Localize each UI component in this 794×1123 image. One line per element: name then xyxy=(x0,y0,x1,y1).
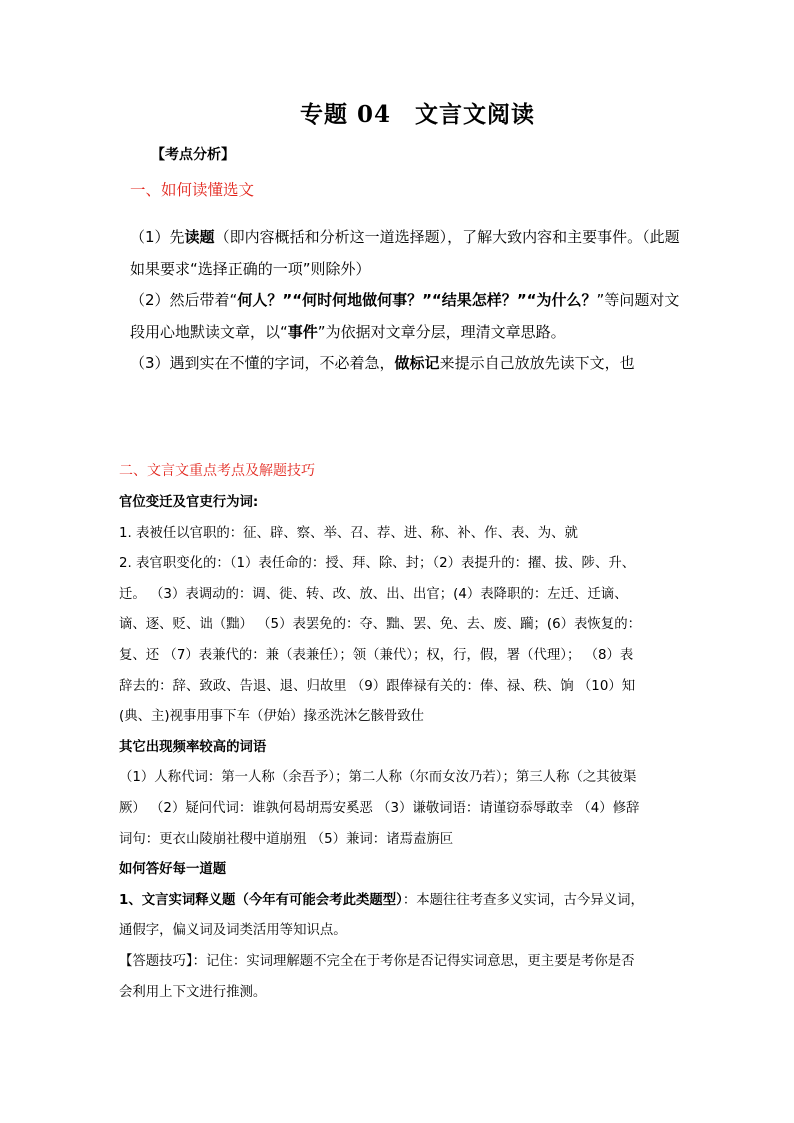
tip-label: 【答题技巧】 xyxy=(119,953,193,969)
bold-run: 何时何地做何事？ xyxy=(302,291,423,309)
paragraph-3 xyxy=(130,348,680,380)
question-1-line xyxy=(119,886,694,917)
text-line: （1）人称代词：第一人称（余吾予）；第二人称（尔而女汝乃若）；第三人称（之其彼渠 xyxy=(119,770,637,786)
text-line: (典、主)视事用事下车（伊始）掾丞洗沐乞骸骨致仕 xyxy=(119,709,425,725)
text-line: 辞去的：辞、致政、告退、退、归故里 （9）跟俸禄有关的：俸、禄、秩、饷 （10）知 xyxy=(119,678,636,694)
bold-run: 结果怎样？ xyxy=(441,291,517,309)
text-line: 谪、逐、贬、诎（黜） （5）表罢免的：夺、黜、罢、免、去、废、躏；(6）表恢复的： xyxy=(119,617,641,633)
text-run: ”为依据对文章分层，理清文章思路。 xyxy=(317,322,566,341)
section2-heading: 二、文言文重点考点及解题技巧 xyxy=(119,463,315,479)
text-line: 通假字，偏义词及词类活用等知识点。 xyxy=(119,923,347,939)
text-line: 迁。 （3）表调动的：调、徙、转、改、放、出、出官；(4）表降职的：左迁、迁谪、 xyxy=(119,586,628,602)
section-label: 【考点分析】 xyxy=(151,147,235,163)
text-line: 会利用上下文进行推测。 xyxy=(119,984,267,1000)
text-run: ：本题往往考查多义实词，古今异义词， xyxy=(402,892,644,908)
subheading-frequent-words: 其它出现频率较高的词语 xyxy=(119,739,267,755)
text-run: （2）然后带着“ xyxy=(130,291,238,309)
text-line: 复、还 （7）表兼代的：兼（表兼任）；领（兼代）；权，行，假，署（代理）； （8）表 xyxy=(119,647,634,663)
tip-line xyxy=(119,947,694,978)
subheading-answer-tips: 如何答好每一道题 xyxy=(119,862,227,878)
bold-run: 读题 xyxy=(184,228,215,246)
section1-heading: 一、如何读懂选文 xyxy=(130,181,255,199)
text-line: 2. 表官职变化的：（1）表任命的：授、拜、除、封；（2）表提升的：擢、拔、陟、升、 xyxy=(119,556,636,572)
section1-body xyxy=(130,222,680,380)
text-run: （1）先 xyxy=(130,228,185,246)
text-line: 1. 表被任以官职的：征、辟、察、举、召、荐、进、称、补、作、表、为、就 xyxy=(119,525,578,541)
bold-run: 事件 xyxy=(287,322,318,341)
section2-body xyxy=(119,488,694,1008)
text-run: ”等问题对文段用心地默读文章，以“ xyxy=(130,291,680,341)
bold-run: 为什么？ xyxy=(536,291,597,309)
text-run: ”“ xyxy=(422,291,442,309)
bold-run: 做标记 xyxy=(394,354,440,372)
text-run: （即内容概括和分析这一道选择题），了解大致内容和主要事件。（此题如果要求“选择正确的一项”则除外） xyxy=(130,228,680,278)
text-run: 来提示自己放放先读下文，也 xyxy=(439,354,635,372)
paragraph-2 xyxy=(130,285,680,348)
text-run: ”“ xyxy=(516,291,537,309)
text-line: 厥） （2）疑问代词：谁孰何曷胡焉安奚恶 （3）谦敬词语：请谨窃忝辱敢幸 （4）修辞 xyxy=(119,800,640,816)
text-run: ”“ xyxy=(282,291,303,309)
subheading-official-titles: 官位变迁及官吏行为词: xyxy=(119,495,259,510)
page-title: 专题 04 文言文阅读 xyxy=(300,101,536,128)
text-run: ：记住：实词理解题不完全在于考你是否记得实词意思，更主要是考你是否 xyxy=(192,953,635,969)
bold-run: 1、文言实词释义题（今年有可能会考此类题型） xyxy=(119,892,403,908)
text-line: 词句：更衣山陵崩社稷中道崩殂 （5）兼词：诸焉盍旃叵 xyxy=(119,831,454,847)
paragraph-1 xyxy=(130,222,680,285)
text-run: （3）遇到实在不懂的字词，不必着急， xyxy=(130,354,395,372)
bold-run: 何人？ xyxy=(237,291,283,309)
